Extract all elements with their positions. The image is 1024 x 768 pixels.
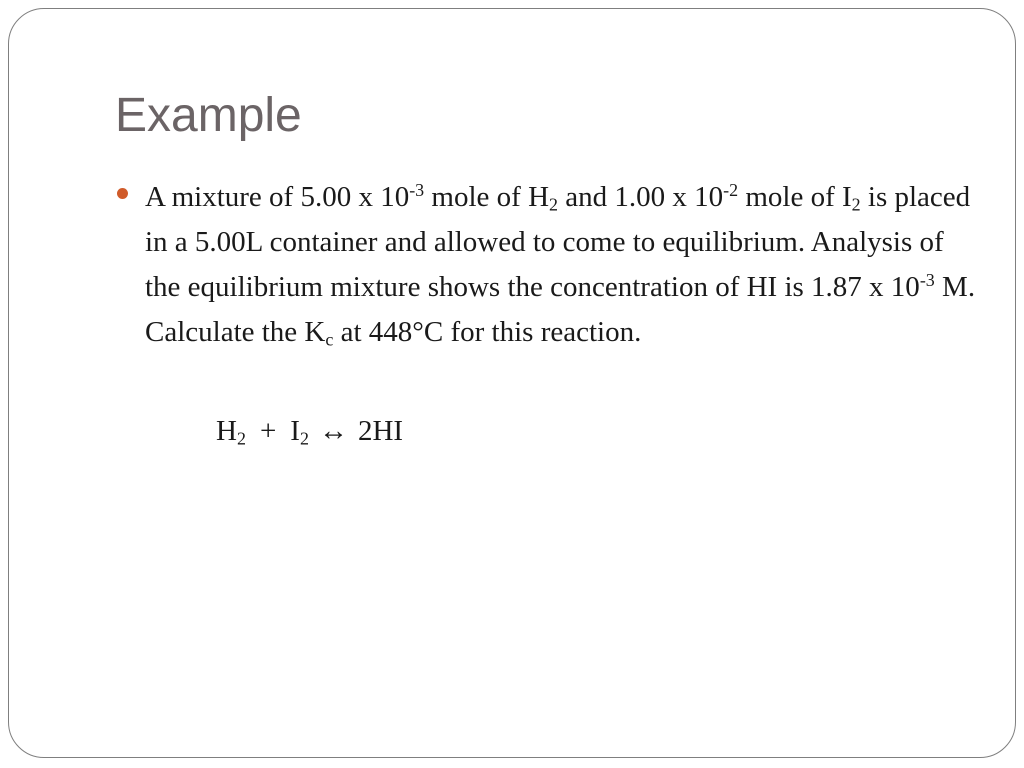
problem-text-5: is placed in a 5.00L container and allowed to come to equilibrium. Analysis of the equilibrium mixture shows the concentration of HI is 1.87 x 10 <box>145 181 971 303</box>
slide-title: Example <box>115 89 302 142</box>
problem-text-1: A mixture of 5.00 x 10 <box>145 181 410 213</box>
problem-text-6: M. Calculate the K <box>145 271 976 348</box>
problem-text-4: mole of I <box>738 181 852 213</box>
reactant-2-subscript: 2 <box>299 428 309 449</box>
exponent-1: -3 <box>409 180 425 201</box>
reactant-2: I <box>290 415 300 447</box>
problem-text-7: at 448°C for this reaction. <box>333 316 642 348</box>
plus-sign: + <box>259 415 277 447</box>
reactant-1-subscript: 2 <box>236 428 246 449</box>
problem-text-2: mole of H <box>424 181 550 213</box>
reactant-1: H <box>216 415 237 447</box>
subscript-2: 2 <box>851 194 861 215</box>
problem-statement <box>145 175 985 355</box>
exponent-2: -2 <box>723 180 739 201</box>
product: 2HI <box>357 415 404 447</box>
subscript-3: c <box>325 329 334 350</box>
subscript-1: 2 <box>549 194 558 215</box>
bullet-dot-icon <box>117 188 128 199</box>
slide-frame <box>8 8 1016 758</box>
reaction-equation <box>216 409 403 454</box>
equilibrium-arrow-icon: ↔ <box>318 415 348 447</box>
exponent-3: -3 <box>919 270 935 291</box>
problem-text-3: and 1.00 x 10 <box>558 181 724 213</box>
